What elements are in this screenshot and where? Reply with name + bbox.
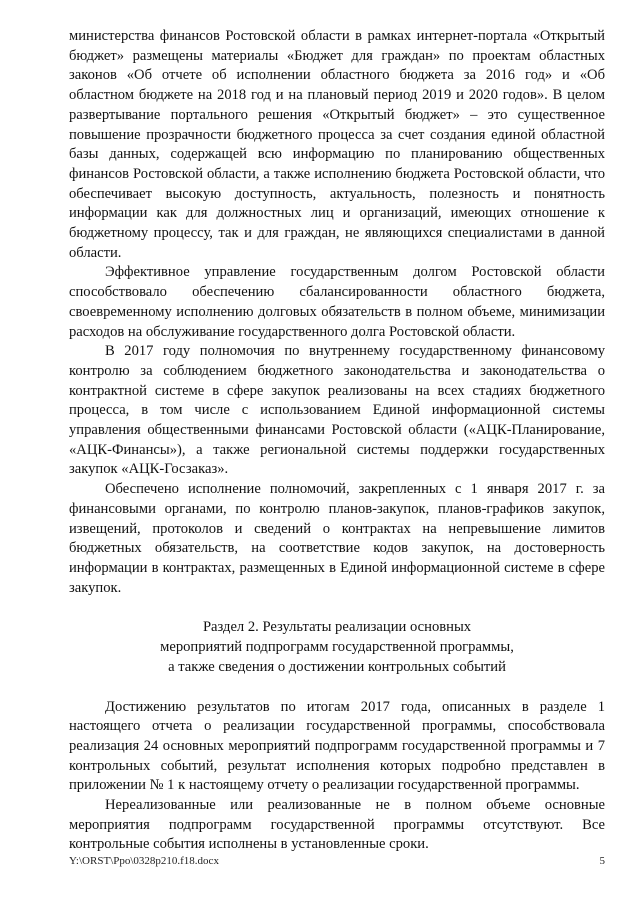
section-heading-line-1: Раздел 2. Результаты реализации основных	[202, 619, 472, 636]
paragraph-debt-management: Эффективное управление государственным долгом Ростовской области способствовало обеспечению сбалансированности областного бюджета, своевременному исполнению долговых обязательств в полном объеме, минимизации расходов на обслуживание государственного долга Ростовской области.	[69, 264, 605, 340]
spacer	[69, 678, 605, 698]
paragraph-unrealized: Нереализованные или реализованные не в полном объеме основные мероприятия подпрограмм государственной программы отсутствуют. Все контрольные события исполнены в установленные сроки.	[69, 797, 605, 853]
page-number: 5	[599, 855, 605, 867]
paragraph-financial-control: В 2017 году полномочия по внутреннему государственному финансовому контролю за соблюдением бюджетного законодательства и законодательства о контрактной системе в сфере закупок реализованы на всех стадиях бюджетного процесса, в том числе с использованием Единой информационной системы управления общественными финансами Ростовской области («АЦК-Планирование, «АЦК-Финансы»), а также региональной системы поддержки государственных закупок «АЦК-Госзаказ».	[69, 343, 605, 478]
page-content	[69, 27, 605, 855]
paragraph-powers: Обеспечено исполнение полномочий, закрепленных с 1 января 2017 г. за финансовыми органами, по контролю планов-закупок, планов-графиков закупок, извещений, протоколов и сведений о контрактах на непревышение лимитов бюджетных обязательств, на соответствие кодов закупок, на достоверность информации в контрактах, размещенных в Единой информационной системе в сфере закупок.	[69, 481, 605, 596]
page-footer	[69, 855, 605, 867]
paragraph-open-budget: министерства финансов Ростовской области в рамках интернет-портала «Открытый бюджет» размещены материалы «Бюджет для граждан» по проектам областных законов «Об отчете об исполнении областного бюджета за 2016 год» и «Об областном бюджете на 2018 год и на плановый период 2019 и 2020 годов». В целом развертывание портального решения «Открытый бюджет» – это существенное повышение прозрачности бюджетного процесса за счет создания единой областной базы данных, содержащей всю информацию по планированию общественных финансов Ростовской области, а также исполнению бюджета Ростовской области, что обеспечивает высокую доступность, актуальность, полезность и понятность информации как для должностных лиц и организаций, имеющих отношение к бюджетному процессу, так и для граждан, не являющихся специалистами в данной области.	[69, 28, 605, 261]
paragraph-results: Достижению результатов по итогам 2017 года, описанных в разделе 1 настоящего отчета о реализации государственной программы, способствовала реализация 24 основных мероприятий подпрограмм государственной программы и 7 контрольных событий, результат исполнения которых подробно представлен в приложении № 1 к настоящему отчету о реализации государственной программы.	[69, 698, 605, 794]
section-heading-line-2: мероприятий подпрограмм государственной программы,	[160, 639, 514, 656]
file-path: Y:\ORST\Ppo\0328p210.f18.docx	[69, 855, 219, 867]
section-heading	[69, 618, 605, 677]
section-heading-line-3: а также сведения о достижении контрольных событий	[168, 658, 506, 675]
